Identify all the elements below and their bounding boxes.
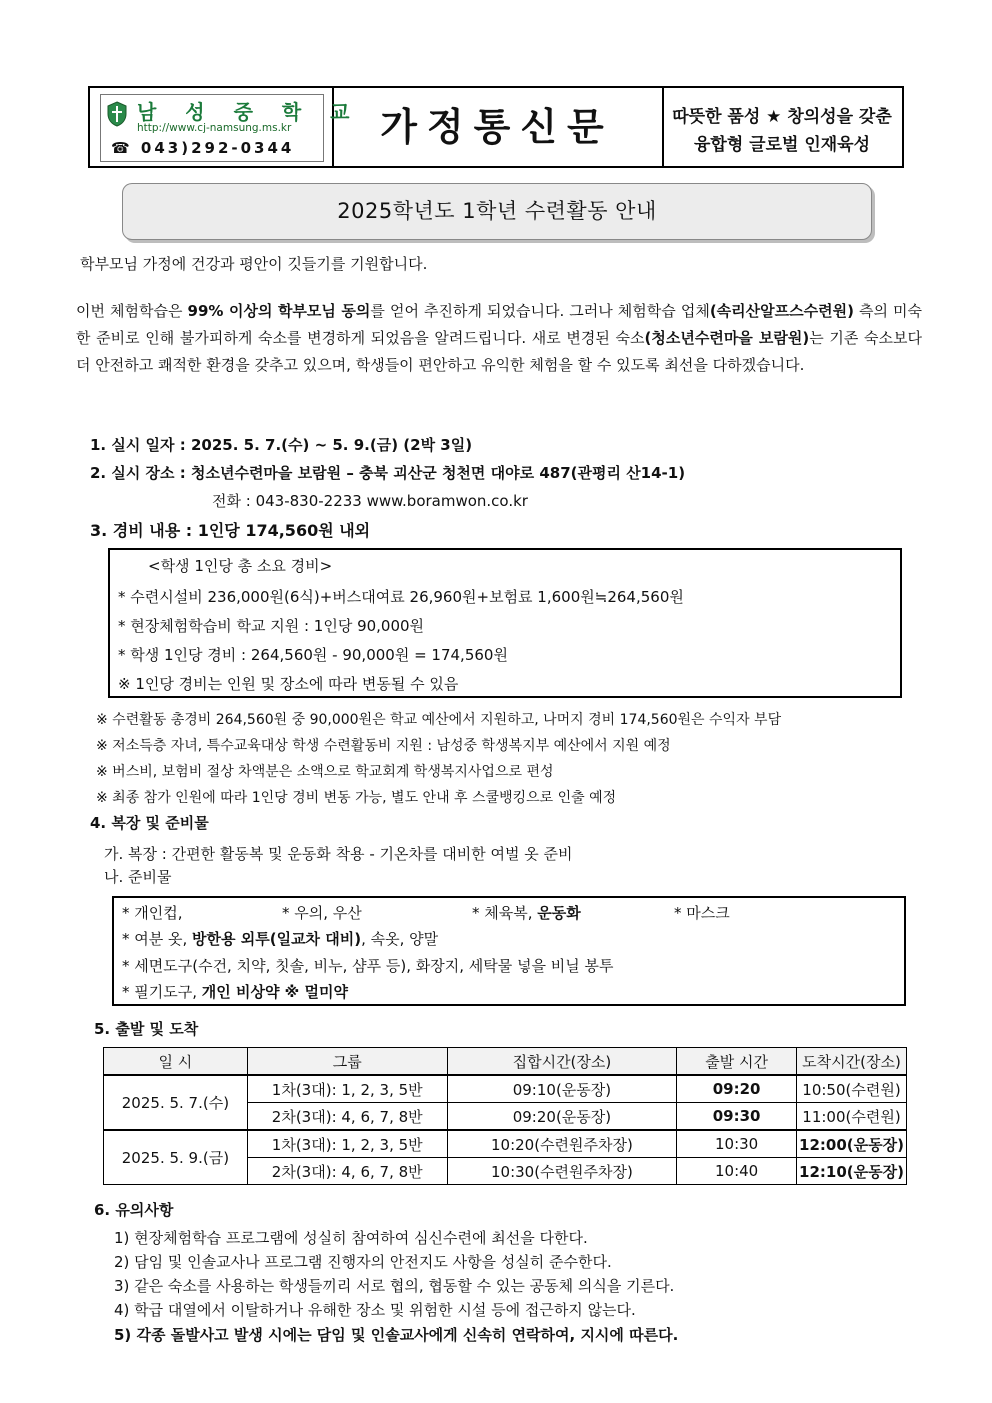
caution-5: 5) 각종 돌발사고 발생 시에는 담임 및 인솔교사에게 신속히 연락하여, 지시에 따른다. xyxy=(114,1326,679,1344)
arrive: 12:10(운동장) xyxy=(796,1158,906,1185)
supply-raincoat: * 우의, 우산 xyxy=(282,904,362,922)
intro-paragraph xyxy=(76,298,922,379)
col-group: 그룹 xyxy=(247,1048,447,1076)
motto-line-1: 따뜻한 품성 ★ 창의성을 갖춘 xyxy=(672,107,892,127)
intro-text-4: 는 기존 숙소보다 더 안전하고 쾌적한 환경을 갖추고 있으며, 학생들이 편안하고 유익한 체험을 할 수 있도록 최선을 다하겠습니다. xyxy=(76,329,922,374)
note-3: ※ 버스비, 보험비 절상 차액분은 소액으로 학교회계 학생복지사업으로 편성 xyxy=(96,764,554,780)
gather: 09:20(운동장) xyxy=(447,1103,677,1131)
day-1: 2025. 5. 7.(수) xyxy=(104,1075,248,1130)
intro-bold-2: (속리산알프스수련원) xyxy=(709,302,854,320)
clothing-supplies-label: 나. 준비물 xyxy=(104,868,172,886)
intro-text-2: 를 얻어 추진하게 되었습니다. 그러나 체험학습 업체 xyxy=(370,302,710,320)
depart: 09:30 xyxy=(677,1103,797,1131)
gather: 10:20(수련원주차장) xyxy=(447,1130,677,1158)
supply-clothes xyxy=(122,928,438,949)
cost-line-1: * 수련시설비 236,000원(6식)+버스대여료 26,960원+보험료 1,600원≒264,560원 xyxy=(118,588,684,606)
school-url[interactable]: http://www.cj-namsung.ms.kr xyxy=(137,122,292,134)
title-banner xyxy=(122,183,872,240)
schedule-header-row xyxy=(104,1048,907,1076)
cost-line-4: ※ 1인당 경비는 인원 및 장소에 따라 변동될 수 있음 xyxy=(118,675,459,693)
supply-clothes-text: * 여분 옷, xyxy=(122,930,193,948)
item-phone: 전화 : 043-830-2233 www.boramwon.co.kr xyxy=(212,492,528,510)
note-2: ※ 저소득층 자녀, 특수교육대상 학생 수련활동비 지원 : 남성중 학생복지부 예산에서 지원 예정 xyxy=(96,738,671,754)
supply-stationery-text: * 필기도구, xyxy=(122,983,202,1001)
depart: 10:40 xyxy=(677,1158,797,1185)
supply-sportswear-text: * 체육복, xyxy=(472,904,538,922)
supply-cup: * 개인컵, xyxy=(122,904,183,922)
col-depart: 출발 시간 xyxy=(677,1048,797,1076)
schedule-table xyxy=(103,1047,907,1185)
school-logo-box xyxy=(100,94,361,162)
item-place: 2. 실시 장소 : 청소년수련마을 보람원 – 충북 괴산군 청천면 대야로 487(관평리 산14-1) xyxy=(90,464,686,482)
intro-bold-3: (청소년수련마을 보람원) xyxy=(644,329,810,347)
table-row xyxy=(104,1075,907,1103)
cost-heading: <학생 1인당 총 소요 경비> xyxy=(148,557,333,575)
supply-toiletries: * 세면도구(수건, 치약, 칫솔, 비누, 샴푸 등), 화장지, 세탁물 넣을 비닐 봉투 xyxy=(122,957,614,975)
item-cost: 3. 경비 내용 : 1인당 174,560원 내외 xyxy=(90,521,371,540)
gather: 09:10(운동장) xyxy=(447,1075,677,1103)
school-phone: ☎ 043)292-0344 xyxy=(111,139,295,157)
group: 2차(3대): 4, 6, 7, 8반 xyxy=(247,1158,447,1185)
group: 1차(3대): 1, 2, 3, 5반 xyxy=(247,1130,447,1158)
table-row xyxy=(104,1130,907,1158)
col-date: 일 시 xyxy=(104,1048,248,1076)
cost-line-3: * 학생 1인당 경비 : 264,560원 - 90,000원 = 174,560원 xyxy=(118,646,508,664)
schedule-heading: 5. 출발 및 도착 xyxy=(94,1020,199,1038)
col-arrive: 도착시간(장소) xyxy=(796,1048,906,1076)
day-2: 2025. 5. 9.(금) xyxy=(104,1130,248,1185)
item-date: 1. 실시 일자 : 2025. 5. 7.(수) ~ 5. 9.(금) (2박 3일) xyxy=(90,436,473,454)
caution-2: 2) 담임 및 인솔교사나 프로그램 진행자의 안전지도 사항을 성실히 준수한다. xyxy=(114,1253,612,1271)
school-info-cell xyxy=(90,88,361,166)
letterhead xyxy=(88,86,904,168)
caution-4: 4) 학급 대열에서 이탈하거나 유해한 장소 및 위험한 시설 등에 접근하지 않는다. xyxy=(114,1301,636,1319)
arrive: 10:50(수련원) xyxy=(796,1075,906,1103)
supply-mask: * 마스크 xyxy=(674,904,730,922)
note-1: ※ 수련활동 총경비 264,560원 중 90,000원은 학교 예산에서 지원하고, 나머지 경비 174,560원은 수익자 부담 xyxy=(96,712,782,728)
intro-bold-1: 99% 이상의 학부모님 동의 xyxy=(187,302,371,320)
caution-3: 3) 같은 숙소를 사용하는 학생들끼리 서로 협의, 협동할 수 있는 공동체 의식을 기른다. xyxy=(114,1277,675,1295)
supply-sneakers: 운동화 xyxy=(537,904,581,922)
motto-line-2: 융합형 글로벌 인재육성 xyxy=(693,135,871,155)
clothing-heading: 4. 복장 및 준비물 xyxy=(90,814,209,832)
caution-1: 1) 현장체험학습 프로그램에 성실히 참여하여 심신수련에 최선을 다한다. xyxy=(114,1229,588,1247)
supply-medicine: 개인 비상약 ※ 멀미약 xyxy=(201,983,348,1001)
arrive: 11:00(수련원) xyxy=(796,1103,906,1131)
group: 1차(3대): 1, 2, 3, 5반 xyxy=(247,1075,447,1103)
intro-text-3: 측의 미숙한 준비로 인해 불가피하게 숙소를 변경하게 되었음을 알려드립니다. 새로 변경된 숙소 xyxy=(76,302,923,347)
supply-jacket: 방한용 외투(일교차 대비) xyxy=(192,930,362,948)
depart: 09:20 xyxy=(677,1075,797,1103)
school-emblem-icon xyxy=(107,101,127,127)
motto-cell xyxy=(662,88,902,166)
supply-underwear: , 속옷, 양말 xyxy=(361,930,439,948)
school-name: 남 성 중 학 교 xyxy=(137,100,361,124)
depart: 10:30 xyxy=(677,1130,797,1158)
intro-text-1: 이번 체험학습은 xyxy=(76,302,188,320)
supplies-box xyxy=(112,896,906,1006)
cautions-heading: 6. 유의사항 xyxy=(94,1201,174,1219)
arrive: 12:00(운동장) xyxy=(796,1130,906,1158)
group: 2차(3대): 4, 6, 7, 8반 xyxy=(247,1103,447,1131)
page-title: 2025학년도 1학년 수련활동 안내 xyxy=(337,199,657,223)
greeting: 학부모님 가정에 건강과 평안이 깃들기를 기원합니다. xyxy=(80,255,428,273)
masthead-cell xyxy=(332,88,664,166)
supply-stationery xyxy=(122,981,348,1002)
clothing-dress: 가. 복장 : 간편한 활동복 및 운동화 착용 - 기온차를 대비한 여벌 옷 준비 xyxy=(104,845,573,863)
note-4: ※ 최종 참가 인원에 따라 1인당 경비 변동 가능, 별도 안내 후 스쿨뱅킹으로 인출 예정 xyxy=(96,790,617,806)
supply-sportswear xyxy=(472,902,581,923)
masthead-title: 가정통신문 xyxy=(380,105,614,149)
gather: 10:30(수련원주차장) xyxy=(447,1158,677,1185)
col-gather: 집합시간(장소) xyxy=(447,1048,677,1076)
cost-line-2: * 현장체험학습비 학교 지원 : 1인당 90,000원 xyxy=(118,617,425,635)
cost-breakdown-box xyxy=(108,548,902,698)
